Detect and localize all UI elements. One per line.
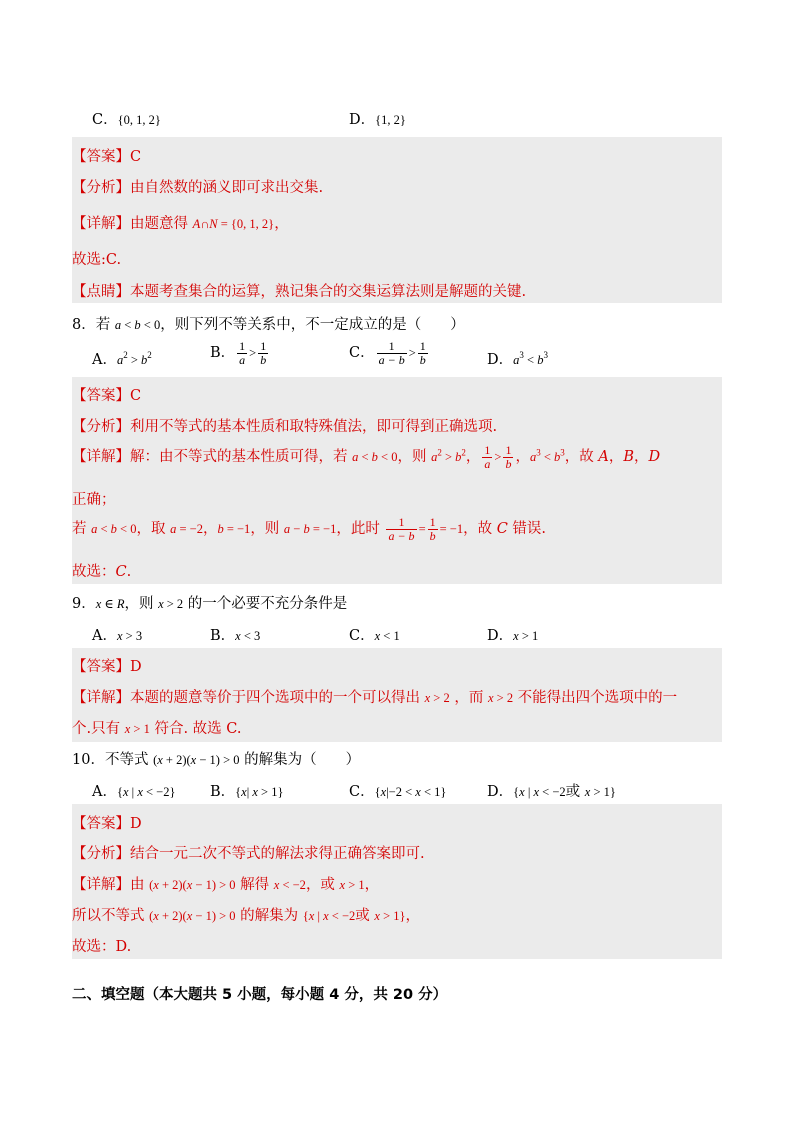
q8-choose: 故选：C. [72, 564, 132, 580]
q7-comment: 【点睛】本题考查集合的运算，熟记集合的交集运算法则是解题的关键. [72, 284, 527, 300]
section-heading: 二、填空题（本大题共 5 小题，每小题 4 分，共 20 分） [72, 987, 448, 1003]
q10-stem: 10．不等式 (x + 2)(x − 1) > 0 的解集为（ ） [72, 752, 361, 768]
q8-option-b: B． $\frac{1}{a}$ > $\frac{1}{b}$ [210, 339, 267, 367]
q10-detail-line2: 所以不等式 (x + 2)(x − 1) > 0 的解集为 {x | x < −2或 x > 1}， [72, 908, 420, 924]
q10-detail-line1: 【详解】由 (x + 2)(x − 1) > 0 解得 x < −2，或 x > 1， [72, 877, 380, 893]
q9-option-a: A．x > 3 [92, 628, 143, 644]
q8-detail-line3: 若 a < b < 0，取 a = −2，b = −1，则 a − b = −1，此时 $\frac{1}{a - b}$ = $\frac{1}{b}$ = −1，故 C 错误. [72, 515, 547, 543]
q7-detail: 【详解】由题意得 A∩N = {0, 1, 2}， [72, 216, 289, 232]
q10-answer: 【答案】D [72, 816, 142, 832]
q9-detail-line1: 【详解】本题的题意等价于四个选项中的一个可以得出 x > 2 ，而 x > 2 不能得出四个选项中的一 [72, 690, 678, 706]
q9-option-d: D．x > 1 [487, 628, 539, 644]
q7-option-c: C．{0, 1, 2} [92, 112, 161, 128]
q9-detail-line2: 个.只有 x > 1 符合. 故选 C. [72, 721, 242, 737]
q8-option-d: D．$a^3 < b^3$ [487, 350, 548, 368]
q8-answer-box [72, 377, 722, 584]
q10-option-a: A．{x | x < −2} [92, 784, 176, 800]
q10-option-c: C．{x|−2 < x < 1} [349, 784, 447, 800]
q7-answer: 【答案】C [72, 149, 142, 165]
q9-option-b: B．x < 3 [210, 628, 261, 644]
q8-stem: 8．若 a < b < 0，则下列不等关系中，不一定成立的是（ ） [72, 317, 465, 333]
q8-option-a: A．$a^2 > b^2$ [92, 350, 152, 368]
q10-option-b: B．{x| x > 1} [210, 784, 284, 800]
q10-choose: 故选：D. [72, 939, 132, 955]
q9-stem: 9．x ∈ R，则 x > 2 的一个必要不充分条件是 [72, 596, 348, 612]
q8-option-c: C． $\frac{1}{a - b}$ > $\frac{1}{b}$ [349, 339, 426, 367]
q8-detail-line2: 正确； [72, 492, 116, 508]
q7-choose: 故选:C. [72, 252, 122, 268]
q10-analysis: 【分析】结合一元二次不等式的解法求得正确答案即可. [72, 846, 425, 862]
q7-option-d: D．{1, 2} [349, 112, 406, 128]
q7-analysis: 【分析】由自然数的涵义即可求出交集. [72, 180, 324, 196]
q10-option-d: D．{x | x < −2或 x > 1} [487, 784, 616, 800]
q8-answer: 【答案】C [72, 388, 142, 404]
q8-detail-line1: 【详解】解：由不等式的基本性质可得，若 a < b < 0，则 $a^2 > b^2$， $\frac{1}{a}$ > $\frac{1}{b}$ ，$a^3 < b^3$，故 A，B，D [72, 443, 661, 471]
q8-analysis: 【分析】利用不等式的基本性质和取特殊值法，即可得到正确选项. [72, 419, 498, 435]
q9-option-c: C．x < 1 [349, 628, 400, 644]
q9-answer: 【答案】D [72, 659, 142, 675]
